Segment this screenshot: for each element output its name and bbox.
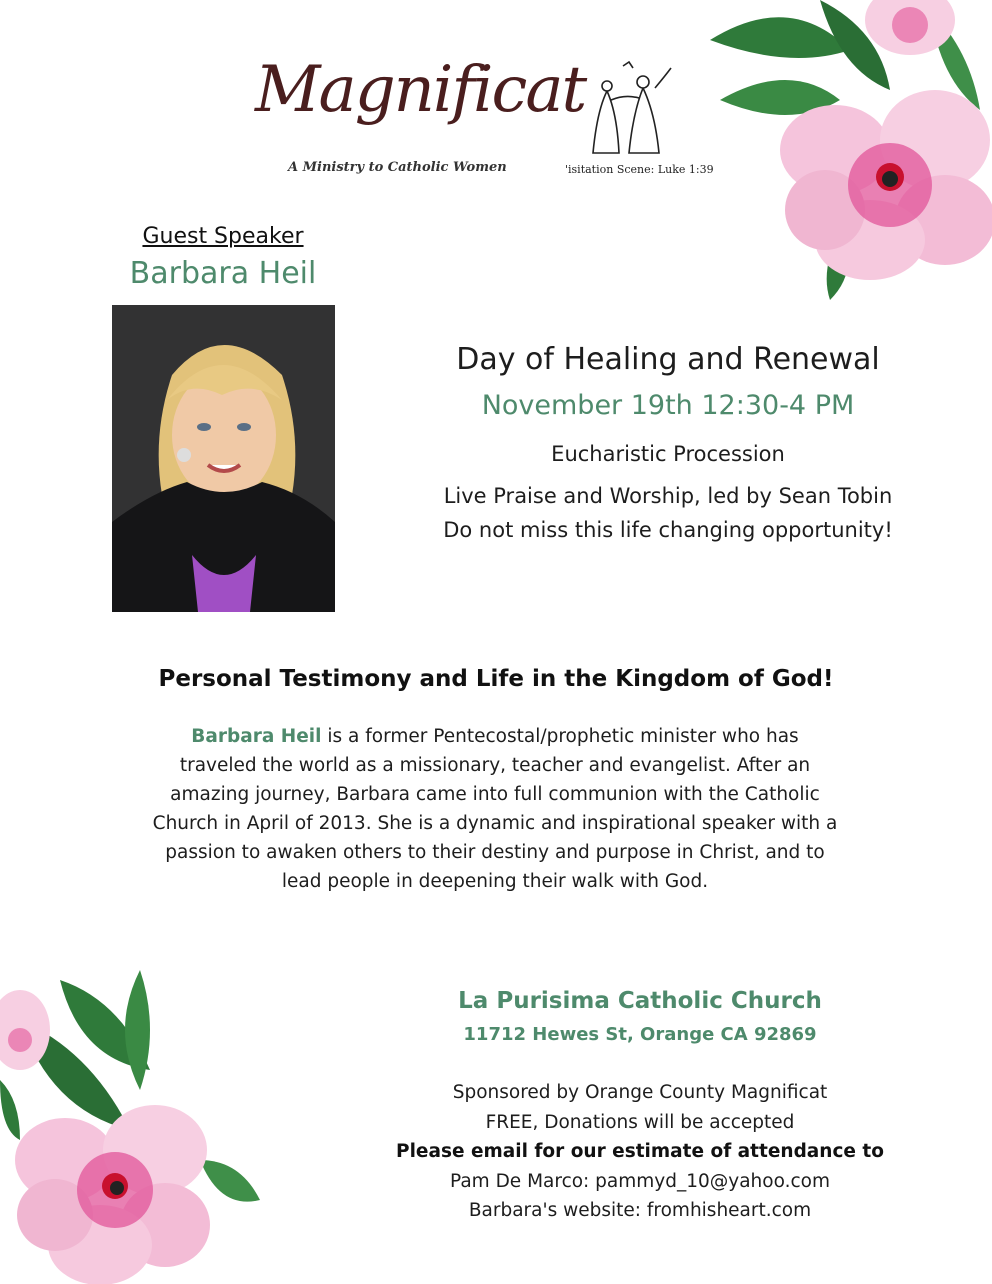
sponsor-line: Sponsored by Orange County Magnificat	[452, 1082, 828, 1103]
event-date-time: November 19th 12:30-4 PM	[481, 390, 855, 421]
email-request-line: Please email for our estimate of attendance to	[396, 1141, 884, 1162]
flower-decoration-top	[700, 0, 992, 300]
contact-email[interactable]: Pam De Marco: pammyd_10@yahoo.com	[450, 1171, 830, 1192]
testimony-heading: Personal Testimony and Life in the Kingdom of God!	[158, 666, 834, 692]
church-address: 11712 Hewes St, Orange CA 92869	[463, 1024, 817, 1045]
bio-text: is a former Pentecostal/prophetic minister who has traveled the world as a missionary, teacher and evangelist. After an amazing journey, Barbara came into full communion with the Catholic Church in April of 2013. She is a dynamic and inspirational speaker with a passion to awaken others to their destiny and purpose in Christ, and to lead people in deepening their walk with God.	[152, 726, 838, 892]
church-name: La Purisima Catholic Church	[458, 988, 822, 1014]
speaker-bio	[150, 722, 840, 896]
bio-speaker-name: Barbara Heil	[191, 726, 322, 747]
guest-speaker-label: Guest Speaker	[142, 224, 304, 249]
admission-line: FREE, Donations will be accepted	[485, 1112, 795, 1133]
speaker-portrait	[112, 305, 335, 612]
logo-tagline: A Ministry to Catholic Women	[288, 160, 507, 175]
speaker-website[interactable]: Barbara's website: fromhisheart.com	[468, 1200, 812, 1221]
event-detail-procession: Eucharistic Procession	[551, 442, 785, 466]
visitation-scene-icon	[585, 58, 680, 158]
event-detail-callout: Do not miss this life changing opportunity!	[443, 518, 893, 542]
visitation-caption: 'isitation Scene: Luke 1:39	[565, 163, 714, 176]
guest-speaker-name: Barbara Heil	[129, 256, 317, 291]
event-detail-worship: Live Praise and Worship, led by Sean Tobin	[443, 484, 893, 508]
flower-decoration-bottom	[0, 960, 280, 1284]
event-title: Day of Healing and Renewal	[456, 342, 880, 377]
magnificat-logo: Magnificat	[255, 53, 586, 127]
